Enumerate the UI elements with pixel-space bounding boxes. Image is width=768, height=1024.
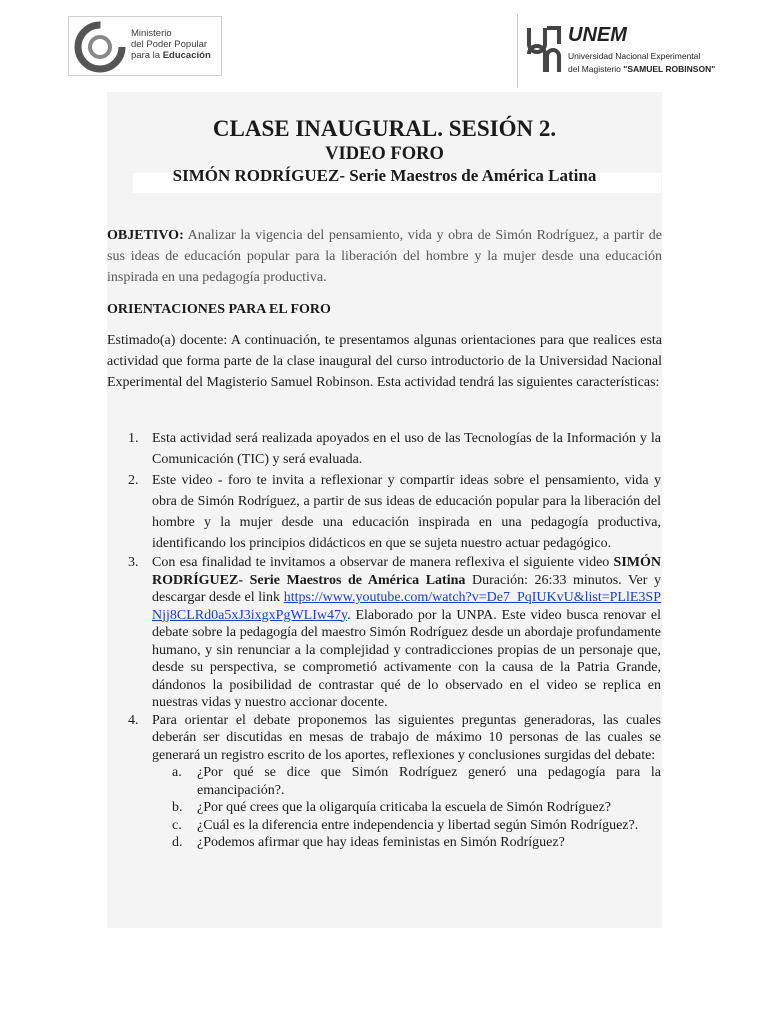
ministry-logo [68, 16, 222, 76]
orientations-heading: ORIENTACIONES PARA EL FORO [107, 302, 331, 317]
title-block [107, 114, 662, 187]
unem-title: UNEM [568, 24, 627, 46]
ministry-emblem-icon [73, 21, 127, 73]
question-item: d. ¿Podemos afirmar que hay ideas feministas en Simón Rodríguez? [172, 835, 565, 850]
characteristics-list [128, 428, 661, 852]
intro-paragraph: Estimado(a) docente: A continuación, te presentamos algunas orientaciones para que realices esta actividad que forma parte de la clase inaugural del curso introductorio de la Universidad Nacional Experimental del Magisterio Samuel Robinson. Esta actividad tendrá las siguientes características: [107, 333, 662, 390]
question-item: c. ¿Cuál es la diferencia entre independencia y libertad según Simón Rodríguez?. [172, 817, 639, 833]
unem-subtitle: Universidad Nacional Experimental del Magisterio "SAMUEL ROBINSON" [568, 51, 716, 74]
main-title: CLASE INAUGURAL. SESIÓN 2. [212, 116, 557, 141]
question-item: b. ¿Por qué crees que la oligarquía criticaba la escuela de Simón Rodríguez? [172, 800, 611, 815]
ministry-name: Ministerio del Poder Popular para la Educación [131, 28, 211, 61]
list-item: 4. Para orientar el debate proponemos las siguientes preguntas generadoras, las cuales deberán ser discutidas en mesas de trabajo de máximo 10 personas de las cuales se generará un registro escrito de los aportes, reflexiones y conclusiones surgidas del debate: a. ¿Por qué se dice que Simón Rodríguez generó una pedagogía para la emancipación?. b. ¿Por qué crees que la oligarquía criticaba la escuela de Simón Rodríguez? c. ¿Cuál es la diferencia entre independencia y libertad según Simón Rodríguez?. d. ¿Podemos afirmar que hay ideas feministas en Simón Rodríguez? [128, 712, 661, 850]
video-title: SIMÓN RODRÍGUEZ- Serie Maestros de América Latina [152, 555, 661, 588]
unem-emblem-icon [526, 24, 564, 78]
youtube-link[interactable]: https://www.youtube.com/watch?v=De7_PqIUKvU&list=PLlE3SPNjj8CLRd0a5xJ3ixgxPgWLIw47y [152, 590, 661, 623]
objective-paragraph [107, 225, 662, 288]
series-title: SIMÓN RODRÍGUEZ- Serie Maestros de América Latina [172, 166, 597, 185]
sub-title: VIDEO FORO [325, 144, 444, 164]
list-item: 3. Con esa finalidad te invitamos a observar de manera reflexiva el siguiente video SIMÓN RODRÍGUEZ- Serie Maestros de América Latina Duración: 26:33 minutos. Ver y descargar desde el link https://www.youtube.com/watch?v=De7_PqIUKvU&list=PLlE3SPNjj8CLRd0a5xJ3ixgxPgWLIw47y. Elaborado por la UNPA. Este video busca renovar el debate sobre la pedagogía del maestro Simón Rodríguez desde un abordaje profundamente humano, y sin renunciar a la complejidad y contradicciones propias de un personaje que, desde su perspectiva, se comprometió activamente con la causa de la Patria Grande, dándonos la posibilidad de contrastar qué de lo observado en el video se replica en nuestras vidas y nuestro accionar docente. [128, 555, 661, 710]
objective-text: Analizar la vigencia del pensamiento, vida y obra de Simón Rodríguez, a partir de sus ideas de educación popular para la liberación del hombre y la mujer desde una educación inspirada en una pedagogía productiva. [107, 228, 662, 285]
unem-logo [517, 14, 718, 88]
questions-list [152, 764, 661, 852]
list-item: 1. Esta actividad será realizada apoyados en el uso de las Tecnologías de la Información y la Comunicación (TIC) y será evaluada. [128, 431, 661, 467]
objective-label: OBJETIVO: [107, 228, 184, 243]
question-item: a. ¿Por qué se dice que Simón Rodríguez generó una pedagogía para la emancipación?. [172, 765, 661, 798]
list-item: 2. Este video - foro te invita a reflexionar y compartir ideas sobre el pensamiento, vida y obra de Simón Rodríguez, a partir de sus ideas de educación popular para la liberación del hombre y la mujer desde una educación inspirada en una pedagogía productiva, identificando los principios didácticos en que se sujeta nuestro actuar pedagógico. [128, 473, 661, 551]
